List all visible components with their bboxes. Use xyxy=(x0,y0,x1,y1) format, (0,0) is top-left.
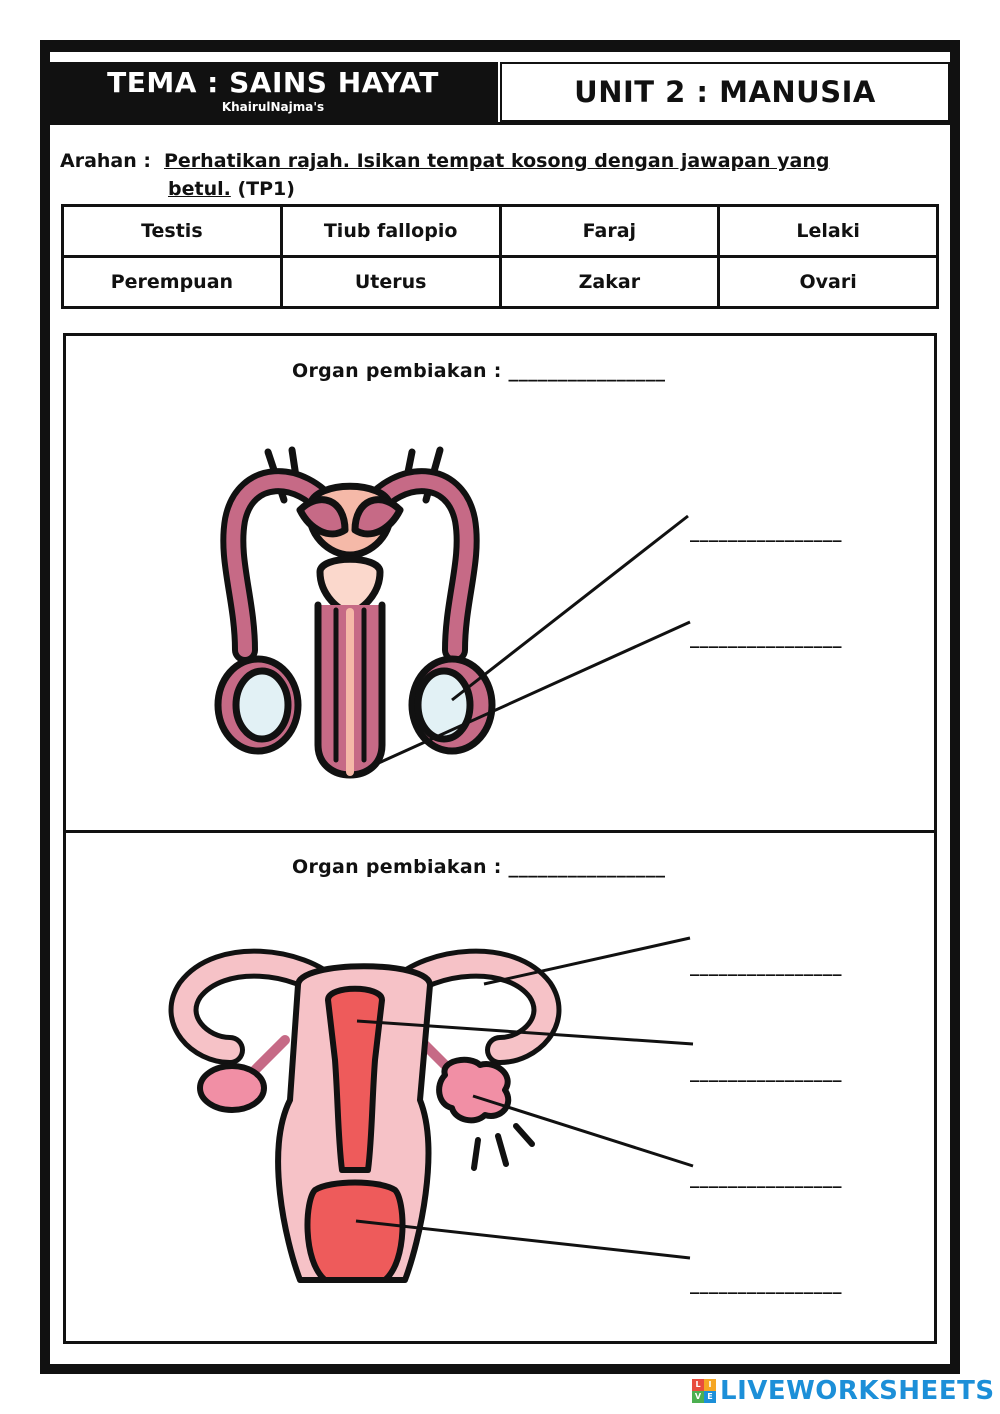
word-option[interactable]: Ovari xyxy=(719,257,938,308)
word-option[interactable]: Perempuan xyxy=(63,257,282,308)
seminal-vesicle-right xyxy=(355,500,400,534)
ovulation-mark-1 xyxy=(474,1140,478,1168)
male-reproductive-diagram xyxy=(218,450,492,775)
female-blank-1[interactable]: ________________ xyxy=(690,956,842,977)
logo-letter: V xyxy=(692,1391,704,1403)
liveworksheets-brand[interactable] xyxy=(692,1374,995,1408)
theme-title: TEMA : SAINS HAYAT xyxy=(107,66,439,99)
logo-letter: I xyxy=(704,1379,716,1391)
male-blank-1[interactable]: ________________ xyxy=(690,522,842,543)
vagina xyxy=(307,1183,402,1281)
instruction-label: Arahan : xyxy=(60,150,151,172)
word-option[interactable]: Uterus xyxy=(281,257,500,308)
liveworksheets-text: LIVEWORKSHEETS xyxy=(720,1376,995,1406)
instruction-text-line1: Perhatikan rajah. Isikan tempat kosong dengan jawapan yang xyxy=(164,150,830,172)
liveworksheets-logo-icon xyxy=(692,1379,716,1403)
word-option[interactable]: Zakar xyxy=(500,257,719,308)
ovulation-mark-2 xyxy=(498,1136,506,1164)
seminal-vesicle-left xyxy=(300,500,345,534)
female-blank-3[interactable]: ________________ xyxy=(690,1168,842,1189)
author-credit: KhairulNajma's xyxy=(221,100,325,114)
ovary-ligament-left xyxy=(255,1040,285,1070)
female-blank-2[interactable]: ________________ xyxy=(690,1062,842,1083)
unit-title: UNIT 2 : MANUSIA xyxy=(500,62,950,122)
instruction-level: (TP1) xyxy=(230,178,295,200)
testis-left xyxy=(236,671,288,739)
word-option[interactable]: Testis xyxy=(63,206,282,257)
ovulation-mark-3 xyxy=(516,1126,532,1144)
logo-letter: E xyxy=(704,1391,716,1403)
logo-letter: L xyxy=(692,1379,704,1391)
ovary-left xyxy=(200,1066,264,1110)
female-reproductive-diagram xyxy=(184,964,547,1280)
female-blank-4[interactable]: ________________ xyxy=(690,1274,842,1295)
instruction-underlined: betul. xyxy=(168,178,231,200)
male-pointer-1 xyxy=(452,516,688,700)
prostate-gland xyxy=(320,559,380,612)
word-option[interactable]: Lelaki xyxy=(719,206,938,257)
male-blank-2[interactable]: ________________ xyxy=(690,628,842,649)
male-organ-label[interactable]: Organ pembiakan : ________________ xyxy=(292,360,666,382)
word-option[interactable]: Faraj xyxy=(500,206,719,257)
female-organ-label[interactable]: Organ pembiakan : ________________ xyxy=(292,856,666,878)
ovary-right xyxy=(439,1060,508,1121)
testis-right xyxy=(418,671,470,739)
word-option[interactable]: Tiub fallopio xyxy=(281,206,500,257)
